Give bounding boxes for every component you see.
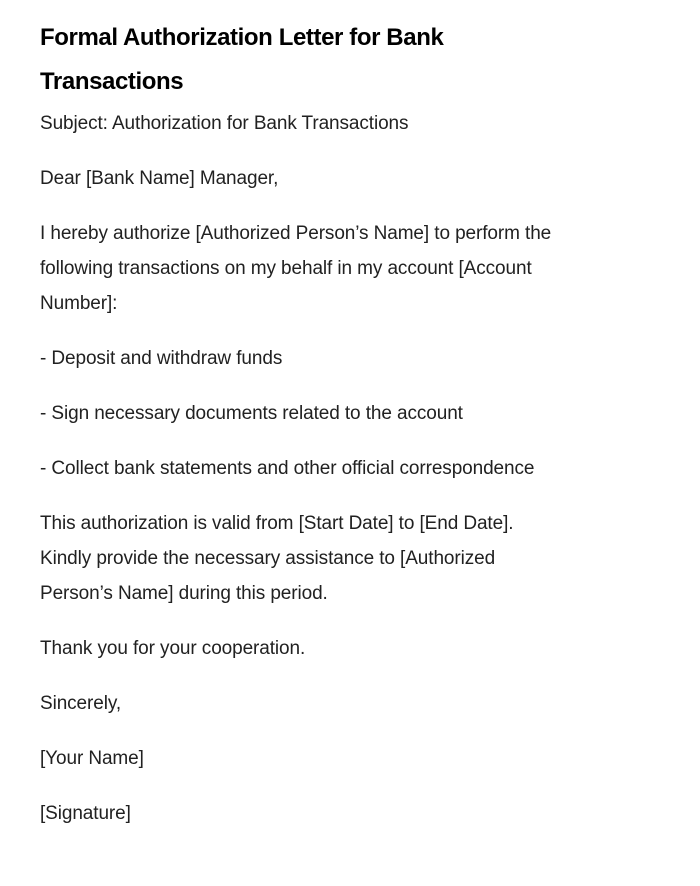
paragraph-text: Dear [Bank Name] Manager,: [40, 168, 279, 189]
paragraph-text: - Sign necessary documents related to the account: [40, 403, 463, 424]
page-title-line: Formal Authorization Letter for Bank: [40, 24, 444, 51]
paragraph-text: Kindly provide the necessary assistance to [Authorized: [40, 548, 496, 569]
list-item-collect-statements: [40, 451, 660, 486]
page-title: [40, 16, 660, 104]
paragraph-text: Person’s Name] during this period.: [40, 583, 328, 604]
paragraph-text: [Your Name]: [40, 748, 144, 769]
list-item-sign-documents: [40, 396, 660, 431]
paragraph-text: Subject: Authorization for Bank Transactions: [40, 113, 409, 134]
paragraph-text: following transactions on my behalf in my account [Account: [40, 258, 532, 279]
sender-name-placeholder: [40, 741, 660, 776]
subject-line: [40, 106, 660, 141]
paragraph-text: Sincerely,: [40, 693, 122, 714]
page-title-line: Transactions: [40, 68, 184, 95]
closing-line: [40, 686, 660, 721]
paragraph-text: I hereby authorize [Authorized Person’s Name] to perform the: [40, 223, 552, 244]
paragraph-text: [Signature]: [40, 803, 131, 824]
paragraph-text: - Deposit and withdraw funds: [40, 348, 283, 369]
paragraph-text: Thank you for your cooperation.: [40, 638, 306, 659]
list-item-deposit: [40, 341, 660, 376]
paragraph-text: Number]:: [40, 293, 118, 314]
paragraph-text: - Collect bank statements and other official correspondence: [40, 458, 535, 479]
salutation: [40, 161, 660, 196]
validity-paragraph: [40, 506, 660, 611]
authorization-intro-paragraph: [40, 216, 660, 321]
thank-you-line: [40, 631, 660, 666]
signature-placeholder: [40, 796, 660, 831]
paragraph-text: This authorization is valid from [Start Date] to [End Date].: [40, 513, 514, 534]
